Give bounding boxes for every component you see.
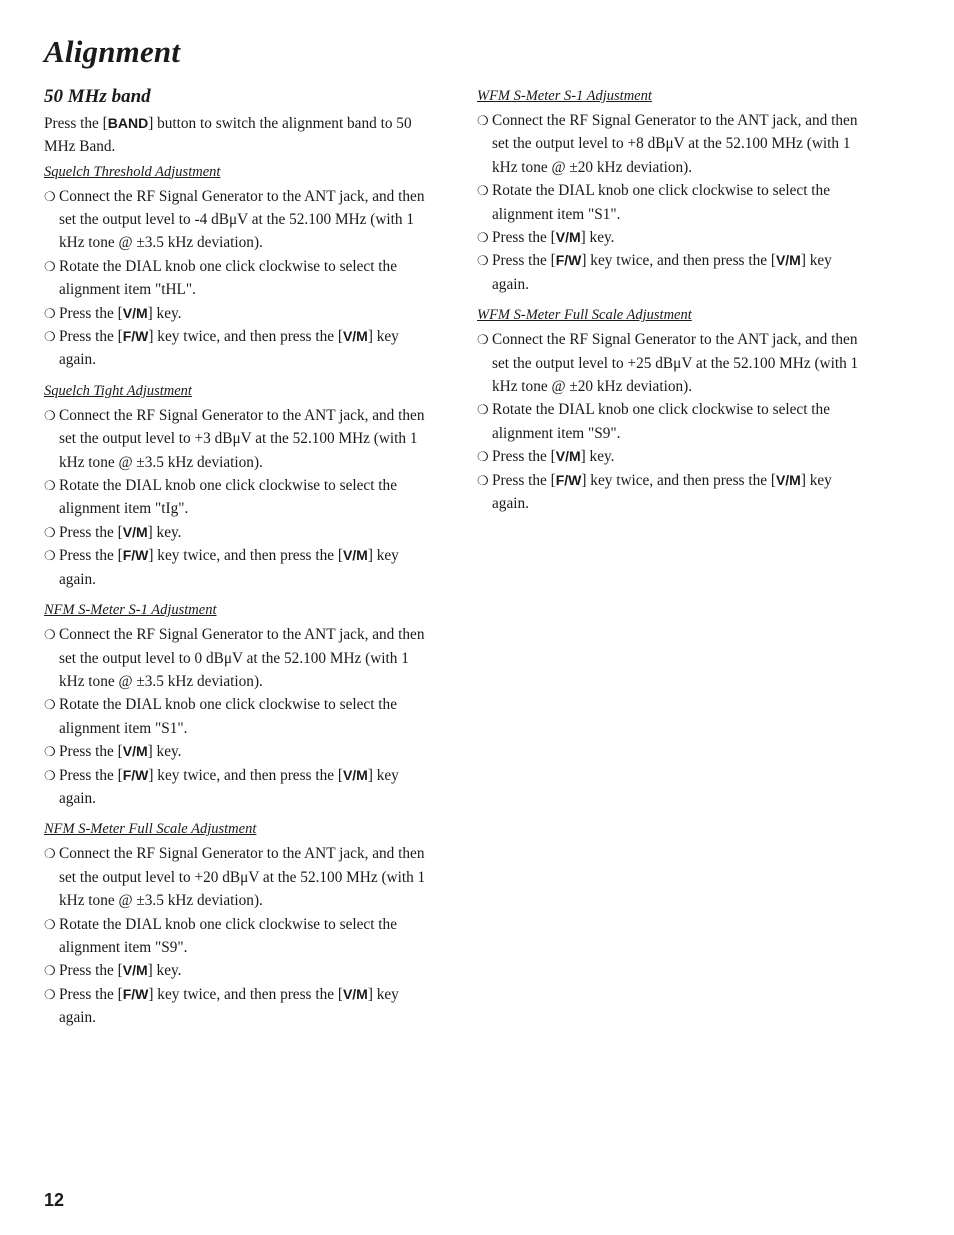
procedure-heading: WFM S-Meter Full Scale Adjustment xyxy=(477,307,692,324)
circle-bullet-icon: ❍ xyxy=(44,744,56,760)
circle-bullet-icon: ❍ xyxy=(44,524,56,540)
key-label: V/M xyxy=(122,523,148,540)
key-label: V/M xyxy=(555,229,581,246)
key-label: V/M xyxy=(342,985,368,1002)
circle-bullet-icon: ❍ xyxy=(477,113,489,128)
step-text: ] key again. xyxy=(492,252,832,293)
step-text: Press the [ xyxy=(59,985,123,1003)
step-item xyxy=(44,983,436,1030)
step-text: ] key again. xyxy=(59,547,399,588)
page-number: 12 xyxy=(44,1190,65,1210)
step-item xyxy=(44,521,436,544)
circle-bullet-icon: ❍ xyxy=(44,329,56,345)
circle-bullet-icon: ❍ xyxy=(44,697,56,713)
step-item xyxy=(44,913,436,960)
step-item xyxy=(477,328,869,398)
circle-bullet-icon: ❍ xyxy=(44,986,56,1002)
circle-bullet-icon: ❍ xyxy=(477,402,489,418)
step-item xyxy=(44,959,436,982)
circle-bullet-icon: ❍ xyxy=(44,407,56,423)
key-label: V/M xyxy=(775,252,801,269)
circle-bullet-icon: ❍ xyxy=(44,258,56,274)
step-item xyxy=(44,302,436,325)
circle-bullet-icon: ❍ xyxy=(44,767,56,783)
step-item xyxy=(477,179,869,226)
step-item xyxy=(44,185,436,255)
circle-bullet-icon: ❍ xyxy=(477,253,489,269)
key-label: F/W xyxy=(122,985,149,1002)
step-text: ] key twice, and then press the [ xyxy=(581,471,776,489)
step-text: ] key. xyxy=(147,743,182,761)
step-item xyxy=(477,445,869,468)
key-label: F/W xyxy=(555,471,582,488)
left-column xyxy=(44,84,436,1037)
step-text: ] key twice, and then press the [ xyxy=(148,547,343,565)
step-text: Press the [ xyxy=(59,328,123,346)
step-text: Press the [ xyxy=(59,547,123,565)
step-text: Press the [ xyxy=(59,743,123,761)
step-item xyxy=(44,740,436,763)
key-label: V/M xyxy=(555,448,581,465)
circle-bullet-icon: ❍ xyxy=(44,188,56,204)
step-text: Rotate the DIAL knob one click clockwise to select the alignment item "S9". xyxy=(492,401,830,442)
band-heading: 50 MHz band xyxy=(44,86,151,107)
circle-bullet-icon: ❍ xyxy=(477,183,489,199)
step-text: Connect the RF Signal Generator to the ANT jack, and then set the output level to +8 dBμV at the 52.100 MHz (with 1 kHz tone @ ±20 kHz deviation). xyxy=(492,112,858,176)
step-item xyxy=(44,764,436,811)
step-text: ] key again. xyxy=(59,985,399,1027)
procedure-heading: WFM S-Meter S-1 Adjustment xyxy=(477,88,652,104)
circle-bullet-icon: ❍ xyxy=(44,846,56,862)
circle-bullet-icon: ❍ xyxy=(44,548,56,564)
intro-paragraph xyxy=(44,112,436,159)
key-label: V/M xyxy=(775,471,801,488)
step-item xyxy=(44,404,436,474)
key-label: V/M xyxy=(122,962,148,979)
step-text: ] key twice, and then press the [ xyxy=(581,252,776,270)
step-text: ] key again. xyxy=(59,328,399,369)
page-title: Alignment xyxy=(44,34,181,69)
step-text: Press the [ xyxy=(59,766,123,784)
circle-bullet-icon: ❍ xyxy=(477,449,489,465)
procedure-heading: NFM S-Meter S-1 Adjustment xyxy=(44,602,217,619)
circle-bullet-icon: ❍ xyxy=(44,916,56,932)
step-list xyxy=(44,185,436,372)
step-item xyxy=(477,249,869,296)
procedure-section xyxy=(44,379,436,591)
key-label: F/W xyxy=(555,252,582,269)
right-column xyxy=(477,84,869,523)
step-text: ] key. xyxy=(580,448,615,466)
procedure-heading: Squelch Tight Adjustment xyxy=(44,382,192,399)
step-text: ] key. xyxy=(580,229,615,247)
procedure-section xyxy=(477,303,869,515)
step-list xyxy=(44,404,436,591)
procedure-section xyxy=(44,817,436,1029)
step-text: Connect the RF Signal Generator to the ANT jack, and then set the output level to +20 dBμV at the 52.100 MHz (with 1 kHz tone @ ±3.5 kHz deviation). xyxy=(59,845,426,910)
intro-text-pre: Press the [ xyxy=(44,115,108,132)
step-item xyxy=(477,226,869,249)
step-text: Connect the RF Signal Generator to the ANT jack, and then set the output level to +3 dBμV at the 52.100 MHz (with 1 kHz tone @ ±3.5 kHz deviation). xyxy=(59,406,425,471)
step-item xyxy=(44,544,436,591)
circle-bullet-icon: ❍ xyxy=(477,332,489,348)
key-label: F/W xyxy=(122,766,149,783)
circle-bullet-icon: ❍ xyxy=(44,627,56,643)
intro-text-post: ] button to switch the alignment band to 50 MHz Band. xyxy=(44,115,412,156)
step-list xyxy=(44,842,436,1029)
step-text: ] key. xyxy=(147,304,182,322)
key-label: V/M xyxy=(122,304,148,321)
step-text: ] key twice, and then press the [ xyxy=(148,985,343,1003)
step-text: Rotate the DIAL knob one click clockwise to select the alignment item "tHL". xyxy=(59,257,397,299)
step-text: Press the [ xyxy=(492,252,556,270)
step-text: Press the [ xyxy=(492,229,556,247)
procedure-section xyxy=(44,598,436,810)
step-item xyxy=(477,469,869,516)
step-text: Rotate the DIAL knob one click clockwise to select the alignment item "S1". xyxy=(59,696,397,737)
circle-bullet-icon: ❍ xyxy=(44,305,56,321)
step-text: Rotate the DIAL knob one click clockwise to select the alignment item "S1". xyxy=(492,182,830,223)
key-label: V/M xyxy=(342,547,368,564)
step-text: ] key. xyxy=(147,962,182,980)
key-label: BAND xyxy=(107,115,149,131)
step-text: ] key. xyxy=(147,523,182,541)
step-item xyxy=(44,325,436,372)
circle-bullet-icon: ❍ xyxy=(477,472,489,488)
procedure-section xyxy=(44,160,436,372)
step-item xyxy=(44,693,436,740)
step-text: ] key twice, and then press the [ xyxy=(148,766,343,784)
circle-bullet-icon: ❍ xyxy=(44,478,56,494)
step-text: Connect the RF Signal Generator to the ANT jack, and then set the output level to -4 dBμV at the 52.100 MHz (with 1 kHz tone @ ±3.5 kHz deviation). xyxy=(59,187,425,252)
step-item xyxy=(44,842,436,912)
step-text: Connect the RF Signal Generator to the ANT jack, and then set the output level to +25 dBμV at the 52.100 MHz (with 1 kHz tone @ ±20 kHz deviation). xyxy=(492,331,859,396)
key-label: F/W xyxy=(122,547,149,564)
step-list xyxy=(477,109,869,296)
step-text: Connect the RF Signal Generator to the ANT jack, and then set the output level to 0 dBμV at the 52.100 MHz (with 1 kHz tone @ ±3.5 kHz deviation). xyxy=(59,626,425,690)
step-item xyxy=(477,398,869,445)
step-item xyxy=(44,474,436,521)
step-text: ] key again. xyxy=(492,471,832,513)
key-label: V/M xyxy=(342,328,368,345)
key-label: V/M xyxy=(342,766,368,783)
step-text: Press the [ xyxy=(59,962,123,980)
key-label: F/W xyxy=(122,328,149,345)
circle-bullet-icon: ❍ xyxy=(44,963,56,979)
procedure-section xyxy=(477,84,869,296)
step-text: Press the [ xyxy=(59,523,123,541)
step-item xyxy=(44,255,436,302)
step-text: Rotate the DIAL knob one click clockwise to select the alignment item "tIg". xyxy=(59,477,397,518)
step-list xyxy=(477,328,869,515)
step-text: Rotate the DIAL knob one click clockwise to select the alignment item "S9". xyxy=(59,915,397,956)
step-text: ] key again. xyxy=(59,766,399,807)
circle-bullet-icon: ❍ xyxy=(477,230,489,246)
procedure-heading: NFM S-Meter Full Scale Adjustment xyxy=(44,821,257,838)
step-item xyxy=(477,109,869,179)
step-text: ] key twice, and then press the [ xyxy=(148,328,343,346)
step-text: Press the [ xyxy=(59,304,123,322)
step-item xyxy=(44,623,436,693)
key-label: V/M xyxy=(122,743,148,760)
step-text: Press the [ xyxy=(492,471,556,489)
step-text: Press the [ xyxy=(492,448,556,466)
procedure-heading: Squelch Threshold Adjustment xyxy=(44,163,221,180)
step-list xyxy=(44,623,436,810)
